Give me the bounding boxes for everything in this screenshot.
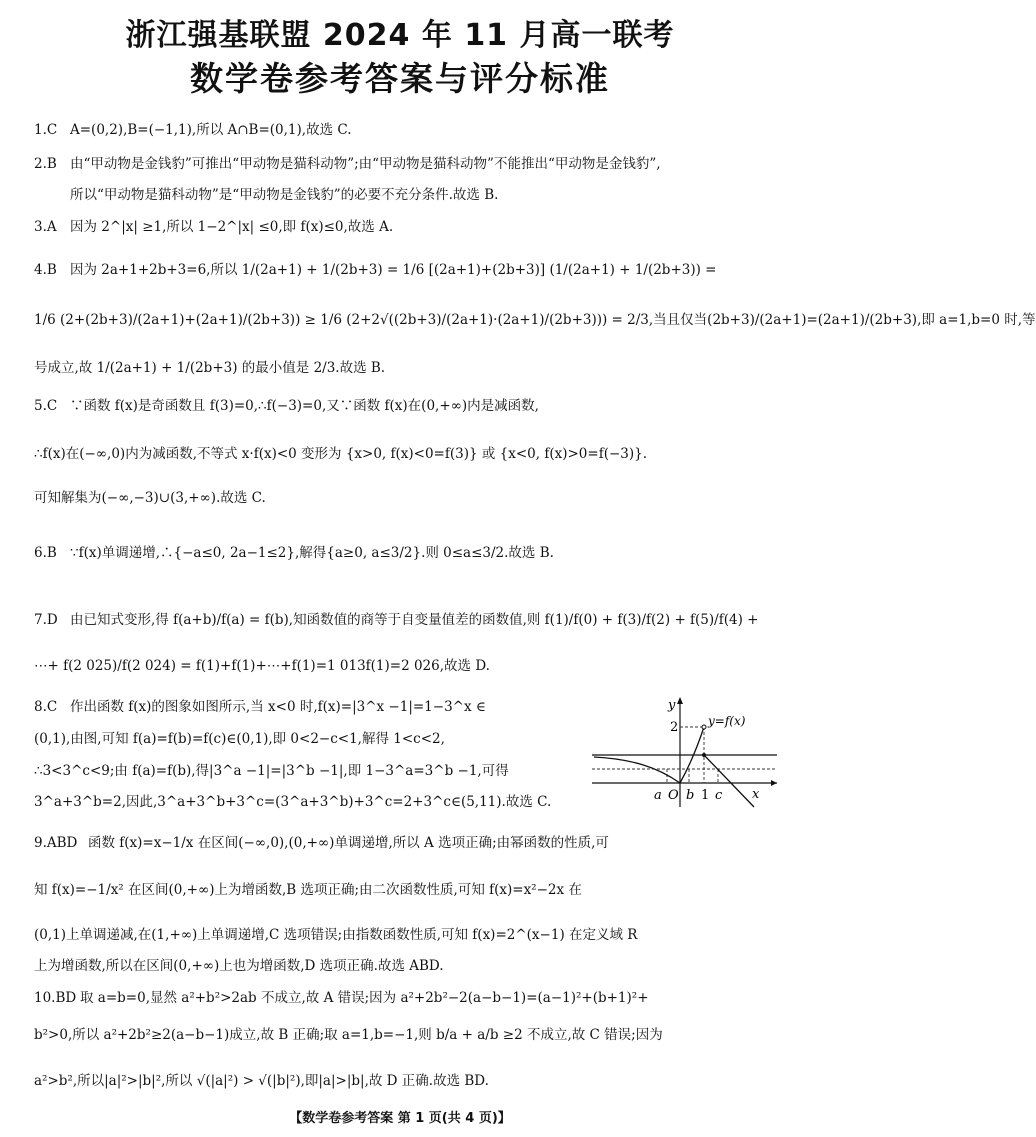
answer-8-cont-2 bbox=[34, 763, 584, 780]
answer-line bbox=[34, 187, 766, 204]
x-axis-label: x bbox=[752, 787, 760, 802]
answer-number: 4.B bbox=[34, 262, 57, 278]
answer-text: 因为 2a+1+2b+3=6,所以 1/(2a+1) + 1/(2b+3) = 1/6 [(2a+1)+(2b+3)] (1/(2a+1) + 1/(2b+3)) = bbox=[70, 262, 717, 278]
answer-text: 所以“甲动物是猫科动物”是“甲动物是金钱豹”的必要不充分条件.故选 B. bbox=[70, 187, 499, 203]
answer-5-cont-1 bbox=[34, 446, 766, 463]
answer-text: ∵函数 f(x)是奇函数且 f(3)=0,∴f(−3)=0,又∵函数 f(x)在(0,+∞)内是减函数, bbox=[70, 398, 539, 414]
y-axis-arrow bbox=[677, 697, 683, 704]
answer-6 bbox=[34, 545, 766, 562]
answer-line bbox=[34, 990, 766, 1007]
answer-10-cont-2 bbox=[34, 1073, 766, 1090]
answer-text: (0,1)上单调递减,在(1,+∞)上单调递增,C 选项错误;由指数函数性质,可知 f(x)=2^(x−1) 在定义域 R bbox=[34, 927, 638, 943]
answer-9-cont-3 bbox=[34, 958, 766, 975]
y-tick-2: 2 bbox=[670, 720, 679, 735]
answer-text: 知 f(x)=−1/x² 在区间(0,+∞)上为增函数,B 选项正确;由二次函数性质,可知 f(x)=x²−2x 在 bbox=[34, 882, 582, 898]
answer-number: 5.C bbox=[34, 398, 58, 414]
answer-8-cont-1 bbox=[34, 731, 584, 748]
answer-number: 2.B bbox=[34, 156, 57, 172]
answer-line bbox=[34, 156, 766, 173]
answer-text: (0,1),由图,可知 f(a)=f(b)=f(c)∈(0,1),即 0<2−c<1,解得 1<c<2, bbox=[34, 731, 445, 747]
answer-text: 可知解集为(−∞,−3)∪(3,+∞).故选 C. bbox=[34, 490, 266, 506]
point-a: a bbox=[654, 788, 662, 803]
answer-text: 作出函数 f(x)的图象如图所示,当 x<0 时,f(x)=|3^x −1|=1−3^x ∈ bbox=[70, 699, 486, 715]
answer-number: 3.A bbox=[34, 219, 57, 235]
answer-text: b²>0,所以 a²+2b²≥2(a−b−1)成立,故 B 正确;取 a=1,b=−1,则 b/a + a/b ≥2 不成立,故 C 错误;因为 bbox=[34, 1027, 663, 1043]
answer-5 bbox=[34, 398, 766, 415]
open-point bbox=[702, 725, 706, 729]
answer-text: 3^a+3^b=2,因此,3^a+3^b+3^c=(3^a+3^b)+3^c=2+3^c∈(5,11).故选 C. bbox=[34, 794, 552, 810]
answer-3 bbox=[34, 219, 766, 236]
answer-8-cont-3 bbox=[34, 794, 584, 811]
answer-9 bbox=[34, 835, 766, 852]
answer-text: 1/6 (2+(2b+3)/(2a+1)+(2a+1)/(2b+3)) ≥ 1/6 (2+2√((2b+3)/(2a+1)·(2a+1)/(2b+3))) = 2/3,当且仅当(2b+3)/(2a+1)=(2a+1)/(2b+3),即 a=1,b=0 时,等 bbox=[34, 312, 1036, 328]
answer-text: ∴3<3^c<9;由 f(a)=f(b),得|3^a −1|=|3^b −1|,即 1−3^a=3^b −1,可得 bbox=[34, 763, 509, 779]
answer-line bbox=[34, 122, 766, 139]
answer-2-cont bbox=[34, 187, 766, 204]
answer-line bbox=[34, 545, 766, 562]
answer-9-cont-2 bbox=[34, 927, 766, 944]
answer-text: a²>b²,所以|a|²>|b|²,所以 √(|a|²) > √(|b|²),即|a|>|b|,故 D 正确.故选 BD. bbox=[34, 1073, 489, 1089]
answer-4-cont-1 bbox=[34, 312, 1036, 329]
answer-10-cont-1 bbox=[34, 1027, 766, 1044]
answer-line bbox=[34, 731, 584, 748]
page-footer: 【数学卷参考答案 第 1 页(共 4 页)】 bbox=[289, 1111, 511, 1126]
answer-line bbox=[34, 1027, 766, 1044]
closed-point bbox=[702, 753, 706, 757]
point-b: b bbox=[686, 788, 695, 803]
answer-line bbox=[34, 490, 766, 507]
answer-text: 由已知式变形,得 f(a+b)/f(a) = f(b),知函数值的商等于自变量值差的函数值,则 f(1)/f(0) + f(3)/f(2) + f(5)/f(4) + bbox=[70, 612, 759, 628]
answer-text: ∵f(x)单调递增,∴{−a≤0, 2a−1≤2},解得{a≥0, a≤3/2}.则 0≤a≤3/2.故选 B. bbox=[70, 545, 554, 561]
answer-line bbox=[34, 794, 584, 811]
function-graph bbox=[592, 695, 782, 810]
answer-line bbox=[34, 958, 766, 975]
answer-8 bbox=[34, 699, 584, 716]
answer-7-cont bbox=[34, 658, 766, 675]
point-origin: O bbox=[668, 788, 679, 803]
answer-text: ∴f(x)在(−∞,0)内为减函数,不等式 x·f(x)<0 变形为 {x>0, f(x)<0=f(3)} 或 {x<0, f(x)>0=f(−3)}. bbox=[34, 446, 648, 462]
answer-line bbox=[34, 360, 766, 377]
answer-line bbox=[34, 612, 766, 629]
answer-line bbox=[34, 219, 766, 236]
answer-1 bbox=[34, 122, 766, 139]
point-one: 1 bbox=[701, 788, 710, 803]
point-c: c bbox=[715, 788, 723, 803]
answer-number: 9.ABD bbox=[34, 835, 78, 851]
answer-7 bbox=[34, 612, 766, 629]
answer-4-cont-2 bbox=[34, 360, 766, 377]
answer-line bbox=[34, 262, 766, 279]
answer-9-cont-1 bbox=[34, 882, 766, 899]
answer-line bbox=[34, 763, 584, 780]
answer-line bbox=[34, 398, 766, 415]
function-label: y=f(x) bbox=[708, 714, 746, 728]
answer-text: 函数 f(x)=x−1/x 在区间(−∞,0),(0,+∞)单调递增,所以 A 选项正确;由幂函数的性质,可 bbox=[88, 835, 609, 851]
answer-text: 因为 2^|x| ≥1,所以 1−2^|x| ≤0,即 f(x)≤0,故选 A. bbox=[70, 219, 394, 235]
answer-text: ⋯+ f(2 025)/f(2 024) = f(1)+f(1)+⋯+f(1)=1 013f(1)=2 026,故选 D. bbox=[34, 658, 490, 674]
answer-line bbox=[34, 835, 766, 852]
y-axis-label: y bbox=[668, 698, 676, 713]
line-segment bbox=[704, 755, 754, 807]
answer-line bbox=[34, 312, 1036, 329]
answer-5-cont-2 bbox=[34, 490, 766, 507]
x-axis-arrow bbox=[771, 780, 777, 786]
answer-number: 6.B bbox=[34, 545, 57, 561]
answer-10 bbox=[34, 990, 766, 1007]
answer-line bbox=[34, 927, 766, 944]
answer-text: 由“甲动物是金钱豹”可推出“甲动物是猫科动物”;由“甲动物是猫科动物”不能推出“甲动物是金钱豹”, bbox=[70, 156, 661, 172]
answer-text: 号成立,故 1/(2a+1) + 1/(2b+3) 的最小值是 2/3.故选 B. bbox=[34, 360, 386, 376]
answer-line bbox=[34, 446, 766, 463]
answer-number: 1.C bbox=[34, 122, 58, 138]
doc-subtitle: 数学卷参考答案与评分标准 bbox=[190, 59, 610, 98]
answer-number: 8.C bbox=[34, 699, 58, 715]
answer-text: 上为增函数,所以在区间(0,+∞)上也为增函数,D 选项正确.故选 ABD. bbox=[34, 958, 444, 974]
answer-line bbox=[34, 658, 766, 675]
answer-4 bbox=[34, 262, 766, 279]
answer-line bbox=[34, 699, 584, 716]
answer-line bbox=[34, 1073, 766, 1090]
answer-line bbox=[34, 882, 766, 899]
answer-text: 取 a=b=0,显然 a²+b²>2ab 不成立,故 A 错误;因为 a²+2b²−2(a−b−1)=(a−1)²+(b+1)²+ bbox=[80, 990, 649, 1006]
answer-text: A=(0,2),B=(−1,1),所以 A∩B=(0,1),故选 C. bbox=[70, 122, 352, 138]
answer-number: 10.BD bbox=[34, 990, 77, 1006]
answer-number: 7.D bbox=[34, 612, 58, 628]
doc-title: 浙江强基联盟 2024 年 11 月高一联考 bbox=[125, 18, 675, 53]
answer-2 bbox=[34, 156, 766, 173]
